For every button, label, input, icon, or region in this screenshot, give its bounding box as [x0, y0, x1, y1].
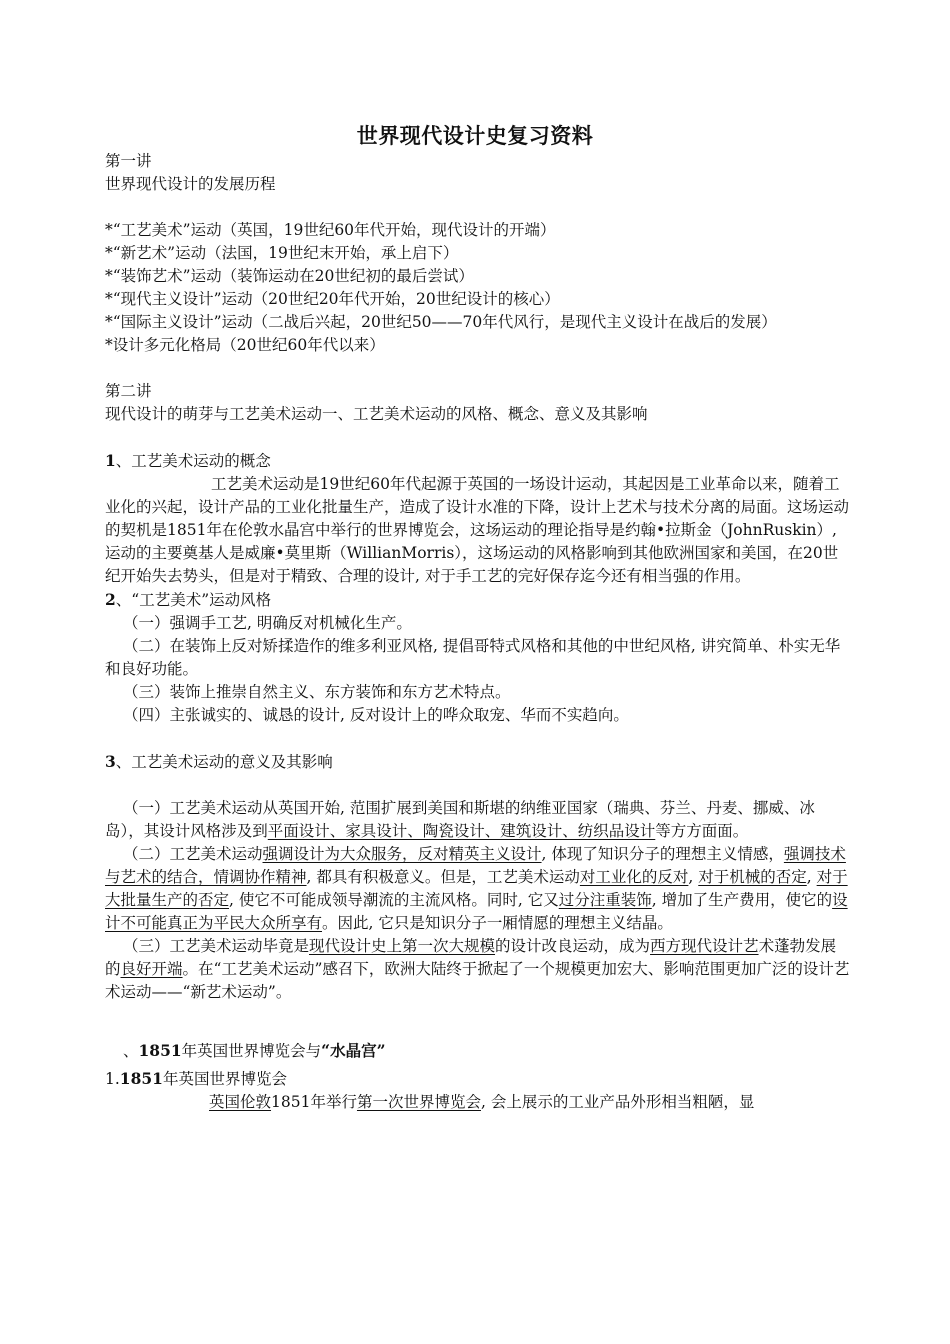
text-run: , [806, 868, 817, 886]
text-run: （一）工艺美术运动从英国开始, 范围扩展到美国和斯堪的纳维亚国家（瑞典、芬兰、丹麦、挪威、冰岛），其设计风格涉及到 [105, 799, 815, 840]
underlined-text: 平面设计、家具设计、陶瓷设计、建筑设计、纺织品设计 [267, 822, 656, 840]
underlined-text: 现代设计史上第一次大规模 [309, 937, 496, 955]
section4-title: 年英国世界博览会与 [181, 1042, 322, 1060]
underlined-text: 英国伦敦 [209, 1093, 272, 1111]
lecture1-item: *“装饰艺术”运动（装饰运动在20世纪初的最后尝试） [105, 267, 474, 285]
section1-body: 工艺美术运动是19世纪60年代起源于英国的一场设计运动，其起因是工业革命以来，随着工业化的兴起，设计产品的工业化批量生产，造成了设计水准的下降，设计上艺术与技术分离的局面。这场运动的契机是1851年在伦敦水晶宫中举行的世界博览会，这场运动的理论指导是约翰•拉斯金（JohnRuskin）, 运动的主要奠基人是威廉•莫里斯（WillianMorris），这场运动的风格影响到其他欧洲国家和美国，在20世纪开始失去势头，但是对于精致、合理的设计, 对于手工艺的完好保存迄今还有相当强的作用。 [105, 475, 850, 585]
lecture1-item: *“工艺美术”运动（英国，19世纪60年代开始，现代设计的开端） [105, 221, 556, 239]
underlined-text: 强调设计为大众服务，反对精英主义设计 [262, 845, 542, 863]
section4-1-number: 1. [105, 1070, 120, 1088]
section4-1-year: 1851 [119, 1069, 163, 1088]
section3-paragraph-3 [105, 935, 851, 1004]
section4-prefix: 、 [123, 1042, 139, 1060]
underlined-text: 设计不可能真正为平民大众所享有 [105, 891, 848, 932]
text-run: 1851年举行 [271, 1093, 357, 1111]
underlined-text: 对于机械的否定 [698, 868, 807, 886]
lecture1-item: *“国际主义设计”运动（二战后兴起，20世纪50——70年代风行，是现代主义设计在战后的发展） [105, 313, 777, 331]
section3-number: 3 [105, 752, 116, 771]
underlined-text: 对于大批量生产的否定 [105, 868, 848, 909]
text-run: , 体现了知识分子的理想主义情感， [541, 845, 784, 863]
text-run: , 会上展示的工业产品外形相当粗陋，显 [480, 1093, 755, 1111]
section2-item: （三）装饰上推崇自然主义、东方装饰和东方艺术特点。 [123, 683, 511, 701]
section4-1-title: 年英国世界博览会 [162, 1070, 287, 1088]
section4-heading [105, 1039, 851, 1063]
lecture1-subtitle: 世界现代设计的发展历程 [105, 175, 276, 193]
section2-item: （一）强调手工艺, 明确反对机械化生产。 [123, 614, 412, 632]
section2-item: （四）主张诚实的、诚恳的设计, 反对设计上的哗众取宠、华而不实趋向。 [123, 706, 629, 724]
document-body [105, 150, 851, 1114]
section1-title: 、工艺美术运动的概念 [115, 452, 271, 470]
lecture1-item: *“新艺术”运动（法国，19世纪末开始，承上启下） [105, 244, 459, 262]
section1-heading [105, 449, 851, 473]
section2-item [105, 635, 851, 681]
lecture2-heading: 第二讲 [105, 382, 152, 400]
underlined-text: 对工业化的反对 [579, 868, 689, 886]
text-run: 术蓬勃发展的 [105, 937, 837, 978]
section3-heading [105, 750, 851, 774]
text-run: , 增加了生产费用，使它的 [651, 891, 833, 909]
text-run: , 使它不可能成领导潮流的主流风格。同时, 它又 [229, 891, 559, 909]
underlined-text: 西方现代设计艺 [650, 937, 759, 955]
lecture1-item: *“现代主义设计”运动（20世纪20年代开始，20世纪设计的核心） [105, 290, 560, 308]
text-run: （三）工艺美术运动毕竟是 [123, 937, 310, 955]
text-run: 等方方面面。 [655, 822, 749, 840]
section4-quoted: “水晶宫” [321, 1041, 386, 1060]
text-run: , 都具有积极意义。但是，工艺美术运动 [306, 868, 580, 886]
underlined-text: 过分注重装饰 [558, 891, 652, 909]
text-run: 。因此, 它只是知识分子一厢情愿的理想主义结晶。 [322, 914, 673, 932]
section2-title: 、“工艺美术”运动风格 [115, 591, 272, 609]
lecture2-subtitle: 现代设计的萌芽与工艺美术运动一、工艺美术运动的风格、概念、意义及其影响 [105, 405, 648, 423]
text-run: （二）工艺美术运动 [123, 845, 263, 863]
section4-year: 1851 [138, 1041, 182, 1060]
underlined-text: 良好开端 [120, 960, 183, 978]
lecture1-item: *设计多元化格局（20世纪60年代以来） [105, 336, 385, 354]
section3-title: 、工艺美术运动的意义及其影响 [115, 753, 333, 771]
underlined-text: 强调技术与艺术的结合，情调协作精神 [105, 845, 846, 886]
section2-number: 2 [105, 590, 116, 609]
section1-number: 1 [105, 451, 116, 470]
underlined-text: 第一次世界博览会 [356, 1093, 481, 1111]
section2-item-text: （二）在装饰上反对矫揉造作的维多利亚风格, 提倡哥特式风格和其他的中世纪风格, 讲究简单、朴实无华和良好功能。 [105, 637, 841, 678]
text-run: 。在“工艺美术运动”感召下，欧洲大陆终于掀起了一个规模更加宏大、影响范围更加广泛的设计艺术运动——“新艺术运动”。 [105, 960, 850, 1001]
document-title: 世界现代设计史复习资料 [356, 124, 594, 148]
section4-1-heading [105, 1067, 851, 1091]
section3-paragraph-2 [105, 843, 851, 935]
text-run: , [688, 868, 699, 886]
lecture1-heading: 第一讲 [105, 152, 152, 170]
section2-heading [105, 588, 851, 612]
text-run: 的设计改良运动，成为 [495, 937, 651, 955]
section4-1-body [105, 1091, 851, 1114]
section3-paragraph-1 [105, 797, 851, 843]
